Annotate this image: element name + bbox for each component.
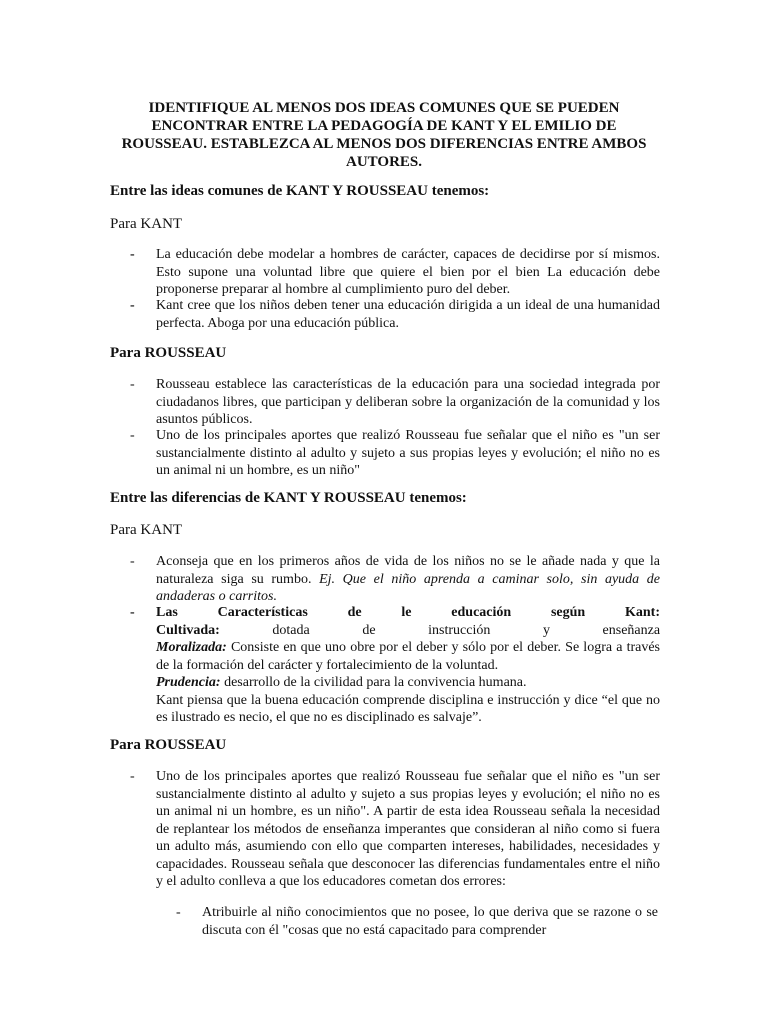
bullet-dash-icon: - bbox=[130, 554, 135, 569]
heading-word: Características bbox=[217, 605, 308, 620]
list-subitem-text: Atribuirle al niño conocimientos que no posee, lo que deriva que se razone o se discuta con él "cosas que no está capacitado para comprender bbox=[202, 905, 658, 938]
heading-word: Las bbox=[156, 605, 178, 620]
common-kant-label-text: Para KANT bbox=[110, 216, 183, 232]
list-item-text: Kant cree que los niños deben tener una educación dirigida a un ideal de una humanidad perfecta. Aboga por una educación pública. bbox=[156, 298, 660, 331]
moralizada-line bbox=[156, 639, 660, 674]
heading-word: le bbox=[401, 605, 412, 620]
list-item bbox=[130, 376, 660, 429]
list-item-text: Uno de los principales aportes que realizó Rousseau fue señalar que el niño es "un ser sustancialmente distinto al adulto y sujeto a sus propias leyes y evolución; el niño no es un animal ni un hombre, es un niño". A partir de esta idea Rousseau señala la necesidad de replantear los métodos de enseñanza imperantes que consideran al niño como si fuera un adulto más, asumiendo con ello que comparten intereses, habilidades, necesidades y capacidades. Rousseau señala que desconocer las diferencias fundamentales entre el niño y el adulto conlleva a que los educadores cometan dos errores: bbox=[156, 769, 660, 889]
prudencia-line bbox=[156, 674, 660, 692]
differences-rousseau-label: Para ROUSSEAU bbox=[110, 737, 227, 753]
differences-heading: Entre las diferencias de KANT Y ROUSSEAU tenemos: bbox=[110, 490, 467, 506]
common-ideas-heading: Entre las ideas comunes de KANT Y ROUSSEAU tenemos: bbox=[110, 183, 490, 199]
prudencia-label: Prudencia: bbox=[156, 675, 221, 690]
list-item-text bbox=[156, 553, 660, 606]
list-subitem bbox=[176, 904, 658, 939]
list-item bbox=[130, 297, 660, 332]
list-item bbox=[130, 768, 660, 891]
prudencia-text: desarrollo de la civilidad para la convivencia humana. bbox=[224, 675, 527, 690]
cultivada-word: y bbox=[542, 622, 550, 638]
bullet-dash-icon: - bbox=[130, 428, 135, 443]
bullet-dash-icon: - bbox=[130, 769, 135, 784]
cultivada-word: enseñanza bbox=[602, 622, 661, 638]
list-item bbox=[130, 553, 660, 606]
heading-word: de bbox=[347, 605, 362, 620]
common-rousseau-label: Para ROUSSEAU bbox=[110, 345, 227, 361]
bullet-dash-icon: - bbox=[130, 605, 135, 620]
differences-kant-label bbox=[110, 521, 182, 539]
kant-advice-example: Ej. Que el niño aprenda a caminar solo, sin ayuda de andaderas o carritos. bbox=[156, 571, 661, 604]
moralizada-text: Consiste en que uno obre por el deber y sólo por el deber. Se logra a través de la formación del carácter y fortalecimiento de la voluntad. bbox=[156, 640, 661, 673]
cultivada-word: dotada bbox=[272, 622, 310, 638]
cultivada-word: de bbox=[362, 622, 376, 638]
bullet-dash-icon: - bbox=[130, 247, 135, 262]
list-item-text: Uno de los principales aportes que realizó Rousseau fue señalar que el niño es "un ser sustancialmente distinto al adulto y sujeto a sus propias leyes y evolución; el niño no es un animal ni un hombre, es un niño" bbox=[156, 428, 660, 478]
heading-word: educación bbox=[451, 605, 512, 620]
moralizada-label: Moralizada: bbox=[156, 640, 227, 655]
kant-characteristics-heading bbox=[156, 604, 660, 622]
heading-word: Kant: bbox=[625, 605, 660, 620]
cultivada-label: Cultivada: bbox=[156, 622, 220, 638]
differences-kant-label-text: Para KANT bbox=[110, 522, 183, 538]
list-item-text bbox=[156, 604, 660, 727]
cultivada-line bbox=[156, 622, 660, 640]
common-kant-label bbox=[110, 215, 182, 233]
list-item-text: Rousseau establece las características de la educación para una sociedad integrada por ciudadanos libres, que participan y deliberan sobre la organización de la comunidad y los asuntos públicos. bbox=[156, 377, 660, 427]
list-item bbox=[130, 246, 660, 299]
kant-advice-text: Aconseja que en los primeros años de vida de los niños no se le añade nada y que la naturaleza siga su rumbo. bbox=[156, 554, 660, 587]
kant-closing-text: Kant piensa que la buena educación comprende disciplina e instrucción y dice “el que no es ilustrado es necio, el que no es disciplinado es salvaje”. bbox=[156, 692, 660, 725]
bullet-dash-icon: - bbox=[130, 298, 135, 313]
cultivada-word: instrucción bbox=[428, 622, 491, 638]
list-item bbox=[130, 604, 660, 727]
list-item bbox=[130, 427, 660, 480]
bullet-dash-icon: - bbox=[130, 377, 135, 392]
heading-word: según bbox=[550, 605, 586, 620]
document-title: IDENTIFIQUE AL MENOS DOS IDEAS COMUNES QUE SE PUEDEN ENCONTRAR ENTRE LA PEDAGOGÍA DE KANT Y EL EMILIO DE ROUSSEAU. ESTABLEZCA AL MENOS DOS DIFERENCIAS ENTRE AMBOS AUTORES. bbox=[121, 100, 647, 170]
list-item-text: La educación debe modelar a hombres de carácter, capaces de decidirse por sí mismos. Esto supone una voluntad libre que quiere el bien por el bien La educación debe proponerse preparar al hombre al cumplimiento puro del deber. bbox=[156, 247, 660, 297]
bullet-dash-icon: - bbox=[176, 905, 181, 920]
